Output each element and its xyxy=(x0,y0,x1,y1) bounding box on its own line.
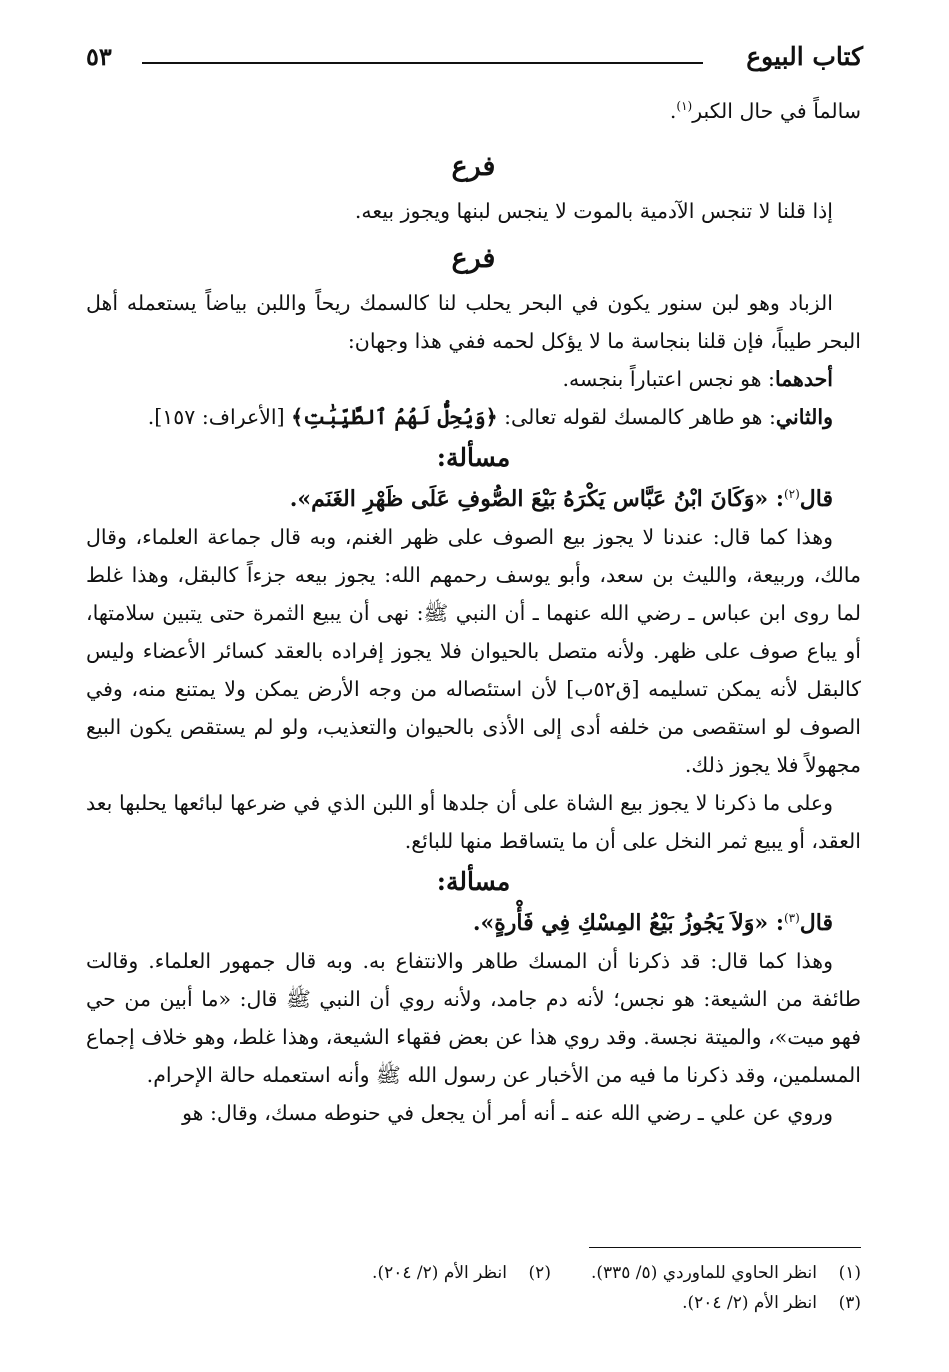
footnote-2 xyxy=(372,1258,551,1288)
paragraph-4 xyxy=(86,360,861,398)
matn-quote-2: : «وَلاَ يَجُوزُ بَيْعُ المِسْكِ فِي فَأْرةٍ». xyxy=(472,910,784,936)
footnote-row-2 xyxy=(86,1288,861,1318)
first-opinion-label: أحدهما xyxy=(774,367,833,391)
qala-label-2: قال xyxy=(799,910,833,936)
paragraph-5 xyxy=(86,398,861,436)
quran-verse: ﴿وَيُحِلُّ لَهُمُ ٱلطَّيِّبَٰتِ﴾ xyxy=(291,405,498,429)
footnote-1-text: انظر الحاوي للماوردي (٥/ ٣٣٥). xyxy=(590,1263,817,1283)
paragraph-1-end: . xyxy=(669,99,677,123)
running-header xyxy=(86,40,863,80)
footnote-ref-2: (٢) xyxy=(783,487,800,502)
footnote-3 xyxy=(682,1288,861,1318)
paragraph-1 xyxy=(86,92,861,130)
footnote-1 xyxy=(591,1258,861,1288)
footnote-3-text: انظر الأم (٢/ ٢٠٤). xyxy=(682,1293,817,1313)
paragraph-2: إذا قلنا لا تنجس الآدمية بالموت لا ينجس لبنها ويجوز بيعه. xyxy=(354,199,833,223)
masala-heading-1: مسألة: xyxy=(436,443,511,472)
footnote-3-number: (٣) xyxy=(838,1293,861,1313)
main-text xyxy=(86,92,861,1132)
footnote-2-number: (٢) xyxy=(528,1263,551,1283)
footnote-ref-3: (٣) xyxy=(783,911,800,926)
second-opinion-text: : هو طاهر كالمسك لقوله تعالى: xyxy=(497,405,776,429)
footnote-1-number: (١) xyxy=(838,1263,861,1283)
section-heading-far-1: فرع xyxy=(451,151,496,182)
paragraph-8: وعلى ما ذكرنا لا يجوز بيع الشاة على أن جلدها أو اللبن الذي في ضرعها لبائعها يحلبها بعد العقد، أو يبيع ثمر النخل على أن ما يتساقط منها للبائع. xyxy=(86,791,861,853)
header-rule xyxy=(142,62,703,64)
second-opinion-label: والثاني xyxy=(775,405,833,429)
paragraph-1-text: سالماً في حال الكبر xyxy=(692,99,861,123)
paragraph-10: وهذا كما قال: قد ذكرنا أن المسك طاهر والانتفاع به. وبه قال جمهور العلماء. وقالت طائفة من الشيعة: هو نجس؛ لأنه دم جامد، ولأنه روي أن النبي ﷺ قال: «ما أبين من حي فهو ميت»، والميتة نجسة. وقد روي هذا عن بعض فقهاء الشيعة، وهذا غلط، وهو خلاف إجماع المسلمين، وقد ذكرنا ما فيه من الأخبار عن رسول الله ﷺ وأنه استعمله حالة الإحرام. xyxy=(86,949,861,1087)
paragraph-3: الزباد وهو لبن سنور يكون في البحر يحلب لنا كالسمك ريحاً واللبن بياضاً يستعمله أهل البحر طيباً، فإن قلنا بنجاسة ما لا يؤكل لحمه ففي هذا وجهان: xyxy=(86,291,861,353)
matn-quote-1: : «وَكَانَ ابْنُ عَبَّاس يَكْرَهُ بَيْعَ الصُّوفِ عَلَى ظَهْرِ الغَنَم». xyxy=(289,486,784,512)
paragraph-6 xyxy=(86,480,861,518)
footnote-ref-1: (١) xyxy=(676,99,693,114)
paragraph-9 xyxy=(86,904,861,942)
footnotes xyxy=(86,1258,861,1318)
footnote-row-1 xyxy=(86,1258,861,1288)
footnote-2-text: انظر الأم (٢/ ٢٠٤). xyxy=(372,1263,507,1283)
paragraph-7: وهذا كما قال: عندنا لا يجوز بيع الصوف على ظهر الغنم، وبه قال جماعة العلماء، وقال مالك، وربيعة، والليث بن سعد، وأبو يوسف رحمهم الله: يجوز بيعه جزءاً كالبقل، وهذا غلط لما روى ابن عباس ـ رضي الله عنهما ـ أن النبي ﷺ: نهى أن يبيع الثمرة حتى يتبين سلامتها، أو يباع صوف على ظهر. ولأنه متصل بالحيوان فلا يجوز إفراده بالعقد كسائر الأعضاء وليس كالبقل لأنه يمكن تسليمه [ق٥٢ب] لأن استئصاله من وجه الأرض يمكن ولا يمتنع منه، وفي الصوف لو استقصى من خلفه أدى إلى الأذى بالحيوان والتعذيب، ولو لم يستقص يكون البيع مجهولاً فلا يجوز ذلك. xyxy=(86,525,862,777)
quran-reference: [الأعراف: ١٥٧]. xyxy=(147,405,292,429)
footnote-separator xyxy=(589,1247,861,1248)
masala-heading-2: مسألة: xyxy=(436,867,511,896)
first-opinion-text: : هو نجس اعتباراً بنجسه. xyxy=(562,367,775,391)
qala-label-1: قال xyxy=(799,486,833,512)
section-heading-far-2: فرع xyxy=(451,243,496,274)
page-number: ٥٣ xyxy=(86,42,112,71)
paragraph-11: وروي عن علي ـ رضي الله عنه ـ أنه أمر أن يجعل في حنوطه مسك، وقال: هو xyxy=(182,1101,833,1125)
book-title: كتاب البيوع xyxy=(746,42,863,71)
